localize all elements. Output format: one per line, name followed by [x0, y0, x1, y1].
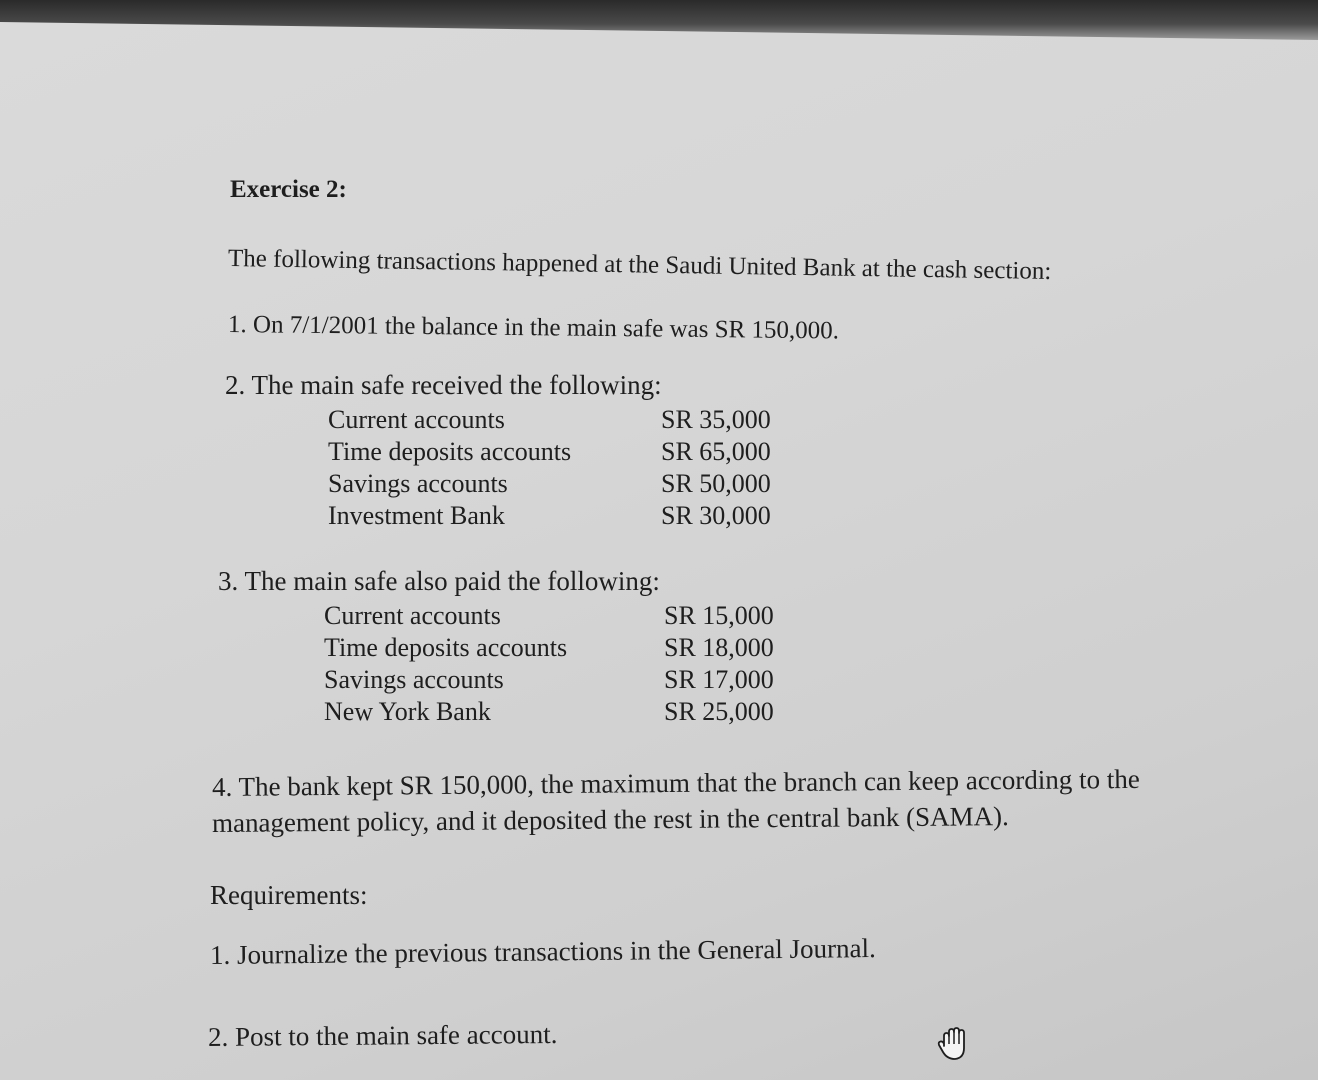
account-label: Investment Bank: [328, 501, 505, 530]
table-row: [328, 404, 788, 436]
paid-table: [324, 600, 794, 728]
account-label: Current accounts: [324, 601, 501, 630]
account-label: Savings accounts: [328, 469, 508, 498]
requirement-1: 1. Journalize the previous transactions in the General Journal.: [209, 933, 876, 970]
transaction-2-heading: 2. The main safe received the following:: [225, 370, 662, 400]
account-label: Time deposits accounts: [324, 633, 568, 662]
transaction-1: 1. On 7/1/2001 the balance in the main safe was SR 150,000.: [227, 311, 840, 345]
transaction-4-line-1: 4. The bank kept SR 150,000, the maximum that the branch can keep according to the: [211, 763, 1140, 802]
transaction-4-line-2: management policy, and it deposited the rest in the central bank (SAMA).: [211, 801, 1009, 838]
account-amount: SR 17,000: [664, 665, 774, 694]
hand-cursor-icon: [936, 1024, 972, 1064]
account-label: Time deposits accounts: [328, 437, 572, 466]
exercise-title: Exercise 2:: [230, 176, 347, 203]
account-label: New York Bank: [324, 697, 491, 726]
received-table: [328, 404, 788, 532]
table-row: [328, 500, 788, 532]
table-row: [324, 696, 794, 728]
account-amount: SR 30,000: [661, 501, 771, 530]
exercise-intro: The following transactions happened at the Saudi United Bank at the cash section:: [227, 245, 1052, 285]
table-row: [328, 436, 788, 468]
account-amount: SR 25,000: [664, 697, 774, 726]
table-row: [324, 600, 794, 632]
account-amount: SR 18,000: [664, 633, 774, 662]
account-amount: SR 65,000: [661, 437, 771, 466]
account-amount: SR 15,000: [664, 601, 774, 630]
transaction-3-heading: 3. The main safe also paid the following:: [218, 566, 660, 596]
table-row: [328, 468, 788, 500]
account-amount: SR 50,000: [661, 469, 771, 498]
requirement-2: 2. Post to the main safe account.: [207, 1018, 558, 1052]
table-row: [324, 664, 794, 696]
table-row: [324, 632, 794, 664]
requirements-title: Requirements:: [210, 880, 368, 910]
account-label: Savings accounts: [324, 665, 504, 694]
account-label: Current accounts: [328, 405, 505, 434]
account-amount: SR 35,000: [661, 405, 771, 434]
